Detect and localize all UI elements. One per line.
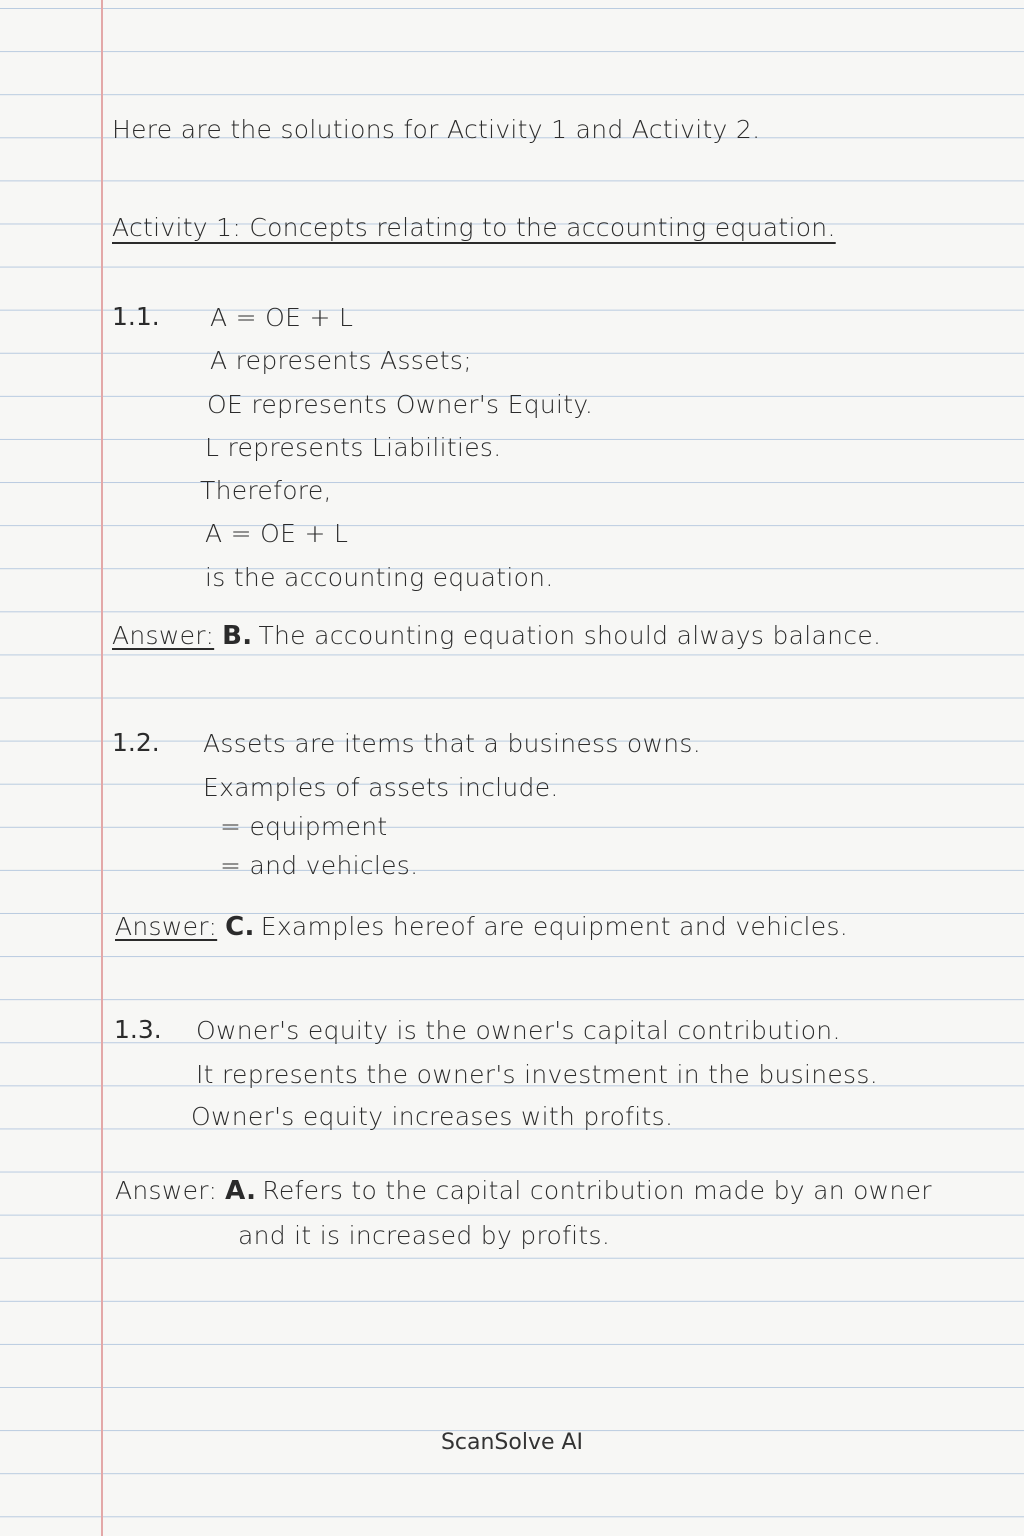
q3-line: It represents the owner's investment in the business.: [196, 1060, 878, 1089]
answer-letter: A.: [225, 1176, 257, 1206]
q1-line: is the accounting equation.: [205, 563, 554, 592]
q2-line: Examples of assets include.: [203, 773, 559, 802]
answer-letter: B.: [222, 621, 253, 651]
q1-line: OE represents Owner's Equity.: [207, 390, 594, 419]
q1-line: Therefore,: [200, 476, 332, 505]
q1-line: A = OE + L: [210, 303, 354, 332]
q3-line: Owner's equity is the owner's capital contribution.: [196, 1016, 841, 1045]
answer-label: Answer:: [112, 621, 215, 650]
q3-number: 1.3.: [114, 1015, 162, 1044]
q2-number: 1.2.: [112, 728, 160, 757]
answer-label: Answer:: [115, 912, 218, 941]
answer-text: The accounting equation should always balance.: [258, 621, 882, 650]
q2-answer: [115, 911, 848, 943]
q3-answer-continued: and it is increased by profits.: [238, 1221, 611, 1250]
activity1-title: Activity 1: Concepts relating to the accounting equation.: [112, 213, 836, 242]
footer-watermark: ScanSolve AI: [440, 1430, 584, 1455]
q1-line: A represents Assets;: [210, 346, 472, 375]
q2-line: = and vehicles.: [220, 851, 419, 880]
q1-line: L represents Liabilities.: [205, 433, 502, 462]
margin-line: [101, 0, 103, 1536]
answer-text: Refers to the capital contribution made by an owner: [262, 1176, 932, 1205]
q1-answer: [112, 620, 881, 652]
q1-number: 1.1.: [112, 302, 160, 331]
q1-line: A = OE + L: [205, 519, 349, 548]
q2-line: = equipment: [220, 812, 388, 841]
q2-line: Assets are items that a business owns.: [203, 729, 701, 758]
answer-text: Examples hereof are equipment and vehicles.: [260, 912, 849, 941]
answer-letter: C.: [225, 912, 255, 942]
q3-answer: [115, 1175, 932, 1207]
q3-line: Owner's equity increases with profits.: [191, 1102, 674, 1131]
answer-label: Answer:: [115, 1176, 218, 1205]
intro-line: Here are the solutions for Activity 1 and Activity 2.: [112, 115, 761, 144]
